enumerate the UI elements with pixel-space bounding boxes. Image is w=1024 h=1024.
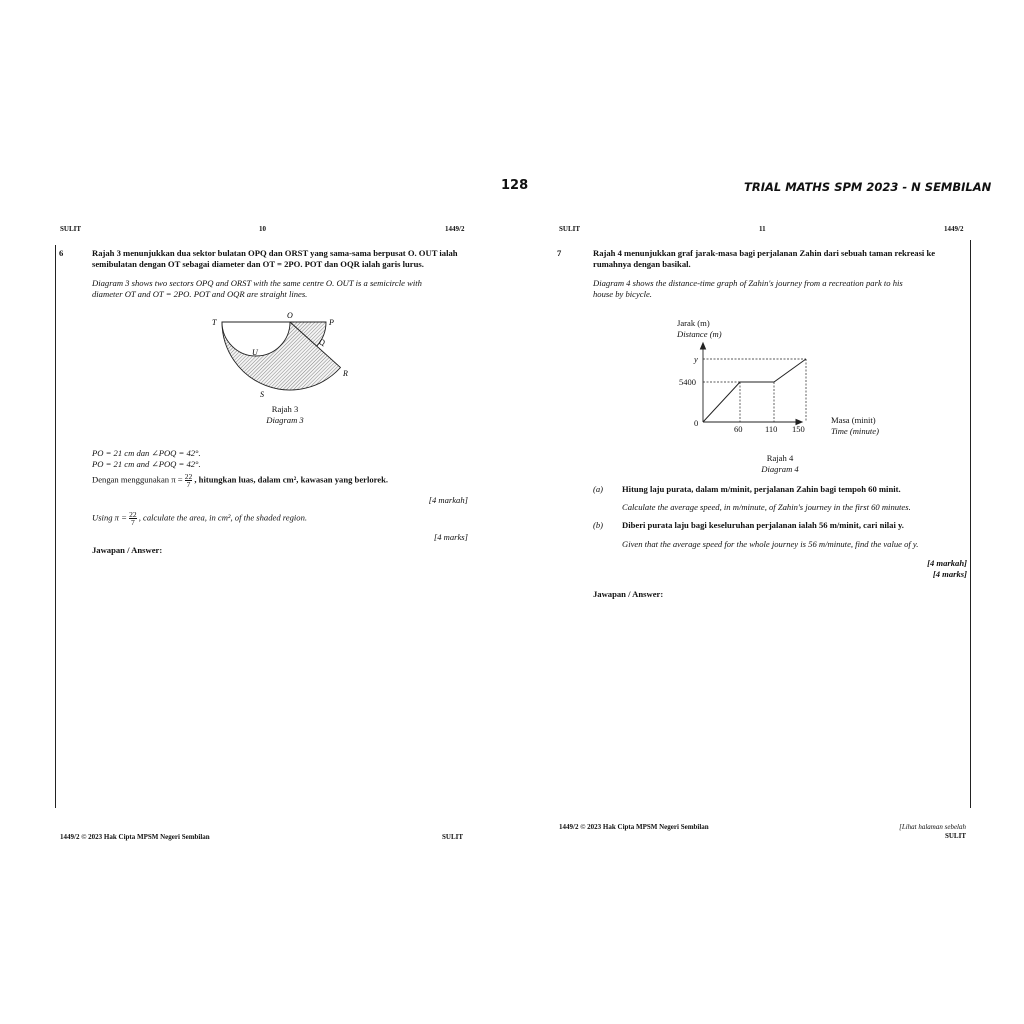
text: , hitungkan luas, dalam cm², kawasan yang berlorek.: [194, 474, 389, 485]
text-line: diameter OT and OT = 2PO. POT and OQR are straight lines.: [92, 289, 308, 299]
paper-code: 1449/2: [445, 225, 465, 233]
marks-malay: [4 markah]: [428, 495, 468, 505]
y-axis-label: [677, 318, 722, 340]
text-line: semibulatan dengan OT sebagai diameter dan OT = 2PO. POT dan OQR ialah garis lurus.: [92, 259, 424, 269]
footer-next-page: [Lihat halaman sebelah: [899, 823, 966, 831]
y-tick-y: y: [694, 354, 698, 364]
text-line: Diagram 3 shows two sectors OPQ and ORST with the same centre O. OUT is a semicircle with: [92, 278, 422, 288]
text: , calculate the area, in cm², of the shaded region.: [138, 512, 308, 523]
label-malay: Masa (minit): [831, 415, 876, 425]
footer-copyright: 1449/2 © 2023 Hak Cipta MPSM Negeri Sembilan: [559, 823, 709, 831]
question-number: 6: [59, 248, 64, 258]
pi-fraction: [129, 511, 137, 526]
x-tick-150: 150: [792, 424, 805, 434]
text-line: Rajah 3 menunjukkan dua sektor bulatan OPQ dan ORST yang sama-sama berpusat O. OUT ialah: [92, 248, 458, 258]
paper-code: 1449/2: [944, 225, 964, 233]
x-tick-60: 60: [734, 424, 743, 434]
journey-line: [703, 359, 806, 422]
sulit-label: SULIT: [559, 225, 581, 233]
label-q: Q: [319, 338, 325, 347]
margin-line: [970, 240, 971, 808]
sulit-label: SULIT: [60, 225, 82, 233]
label-p: P: [329, 318, 334, 327]
instruction-english: [92, 511, 307, 526]
distance-time-graph: [670, 338, 830, 438]
text: Dengan menggunakan π =: [92, 474, 183, 485]
origin-label: 0: [694, 418, 699, 428]
footer-sulit: SULIT: [944, 832, 966, 840]
label-r: R: [343, 369, 348, 378]
part-b-label: (b): [593, 520, 604, 530]
label-s: S: [260, 390, 264, 399]
given-malay: PO = 21 cm dan ∠POQ = 42°.: [92, 448, 201, 458]
x-tick-110: 110: [765, 424, 778, 434]
instruction-malay: [92, 473, 388, 488]
page-number: 11: [759, 225, 766, 233]
answer-label: Jawapan / Answer:: [593, 589, 664, 599]
footer-copyright: 1449/2 © 2023 Hak Cipta MPSM Negeri Sembilan: [60, 833, 210, 841]
x-axis-label: [831, 415, 879, 437]
question-number: 7: [557, 248, 562, 258]
book-page-number: 128: [501, 178, 529, 193]
denominator: 7: [130, 518, 135, 527]
label-t: T: [212, 318, 217, 327]
given-english: PO = 21 cm and ∠POQ = 42°.: [92, 459, 201, 469]
answer-label: Jawapan / Answer:: [92, 545, 163, 555]
question-text-english: [92, 278, 482, 300]
book-title: TRIAL MATHS SPM 2023 - N SEMBILAN: [744, 180, 992, 194]
question-text-english: [593, 278, 968, 300]
caption-malay: Rajah 4: [766, 453, 794, 463]
text-line: house by bicycle.: [593, 289, 652, 299]
marks-english: [4 marks]: [932, 569, 967, 579]
y-tick-5400: 5400: [679, 377, 696, 387]
part-a-label: (a): [593, 484, 604, 494]
text-line: rumahnya dengan basikal.: [593, 259, 691, 269]
denominator: 7: [186, 480, 191, 489]
guide-lines: [703, 359, 806, 422]
question-text-malay: [92, 248, 482, 270]
marks-english: [4 marks]: [433, 532, 468, 542]
pi-fraction: [185, 473, 193, 488]
part-a-english: Calculate the average speed, in m/minute, of Zahin's journey in the first 60 minutes.: [622, 502, 911, 512]
text-line: Rajah 4 menunjukkan graf jarak-masa bagi perjalanan Zahin dari sebuah taman rekreasi ke: [593, 248, 936, 258]
caption-malay: Rajah 3: [271, 404, 299, 414]
part-b-english: Given that the average speed for the whole journey is 56 m/minute, find the value of y.: [622, 539, 919, 549]
margin-line: [55, 245, 56, 808]
question-text-malay: [593, 248, 968, 270]
diagram-3-caption: [200, 404, 370, 426]
label-english: Distance (m): [677, 329, 722, 339]
label-o: O: [287, 311, 293, 320]
text: Using π =: [92, 512, 127, 523]
part-a-malay: Hitung laju purata, dalam m/minit, perjalanan Zahin bagi tempoh 60 minit.: [622, 484, 901, 494]
text-line: Diagram 4 shows the distance-time graph of Zahin's journey from a recreation park to his: [593, 278, 903, 288]
marks-malay: [4 markah]: [927, 558, 967, 568]
numerator: 22: [129, 510, 137, 519]
part-b-malay: Diberi purata laju bagi keseluruhan perjalanan ialah 56 m/minit, cari nilai y.: [622, 520, 904, 530]
footer-sulit: SULIT: [442, 833, 464, 841]
label-u: U: [252, 348, 258, 357]
label-malay: Jarak (m): [677, 318, 710, 328]
y-arrow-icon: [701, 343, 706, 349]
diagram-4-caption: [720, 453, 840, 475]
caption-english: Diagram 4: [761, 464, 799, 474]
page-number: 10: [259, 225, 266, 233]
numerator: 22: [184, 472, 193, 481]
label-english: Time (minute): [831, 426, 879, 436]
caption-english: Diagram 3: [266, 415, 304, 425]
diagram-3: [200, 308, 370, 408]
